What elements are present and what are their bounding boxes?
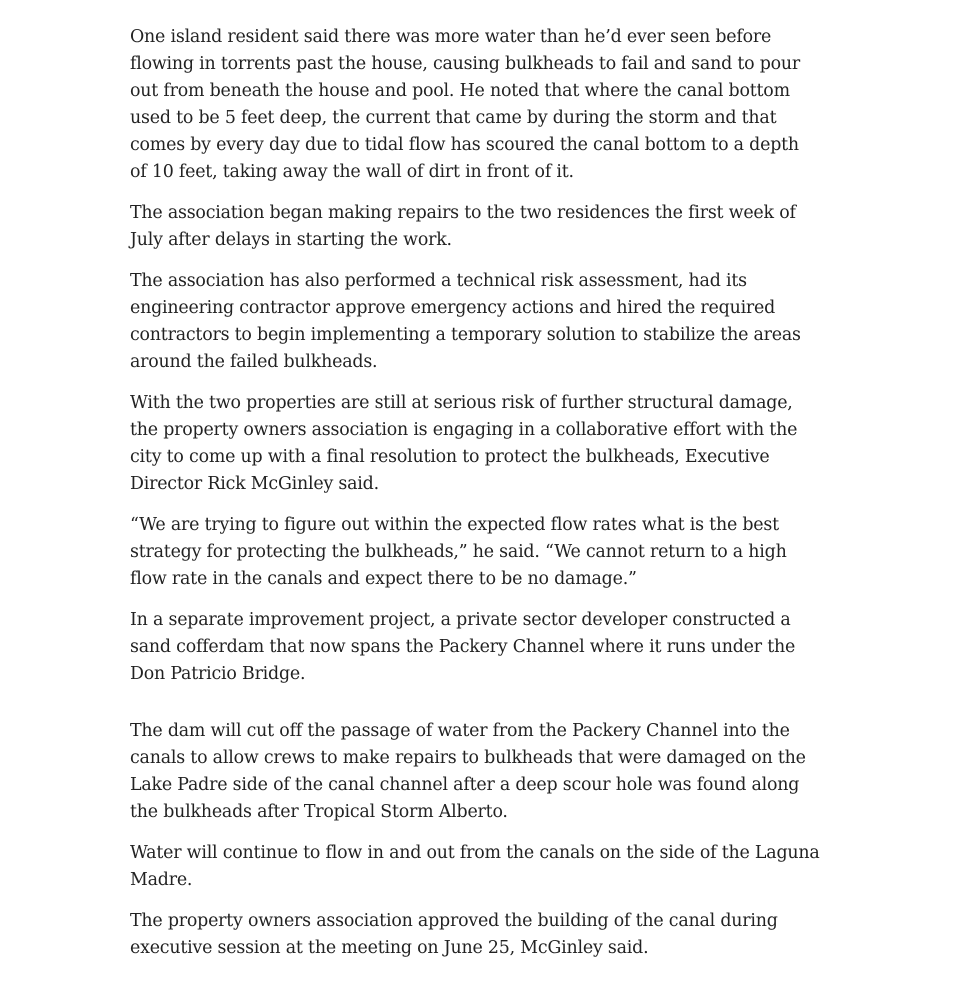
paragraph-risk-assessment: The association has also performed a technical risk assessment, had its engineering contractor approve emergency actions and hired the required contractors to begin implementing a temporary solution to stabilize the areas around the failed bulkheads. <box>130 271 801 372</box>
paragraph-collaborative-effort: With the two properties are still at serious risk of further structural damage, the property owners association is engaging in a collaborative effort with the city to come up with a final resolution to protect the bulkheads, Executive Director Rick McGinley said. <box>130 393 798 494</box>
article-body <box>130 24 820 976</box>
paragraph-cofferdam: In a separate improvement project, a private sector developer constructed a sand cofferdam that now spans the Packery Channel where it runs under the Don Patricio Bridge. <box>130 610 796 684</box>
paragraph-repairs-began: The association began making repairs to the two residences the first week of July after delays in starting the work. <box>130 203 796 250</box>
paragraph-quote: “We are trying to figure out within the expected flow rates what is the best strategy for protecting the bulkheads,” he said. “We cannot return to a high flow rate in the canals and expect there to be no damage.” <box>130 515 787 589</box>
paragraph-water-flow: Water will continue to flow in and out from the canals on the side of the Laguna Madre. <box>130 843 820 890</box>
paragraph-dam-purpose: The dam will cut off the passage of water from the Packery Channel into the canals to allow crews to make repairs to bulkheads that were damaged on the Lake Padre side of the canal channel after a deep scour hole was found along the bulkheads after Tropical Storm Alberto. <box>130 721 806 822</box>
paragraph-approval: The property owners association approved the building of the canal during executive session at the meeting on June 25, McGinley said. <box>130 911 778 958</box>
paragraph-resident-account: One island resident said there was more water than he’d ever seen before flowing in torrents past the house, causing bulkheads to fail and sand to pour out from beneath the house and pool. He noted that where the canal bottom used to be 5 feet deep, the current that came by during the storm and that comes by every day due to tidal flow has scoured the canal bottom to a depth of 10 feet, taking away the wall of dirt in front of it. <box>130 27 801 182</box>
